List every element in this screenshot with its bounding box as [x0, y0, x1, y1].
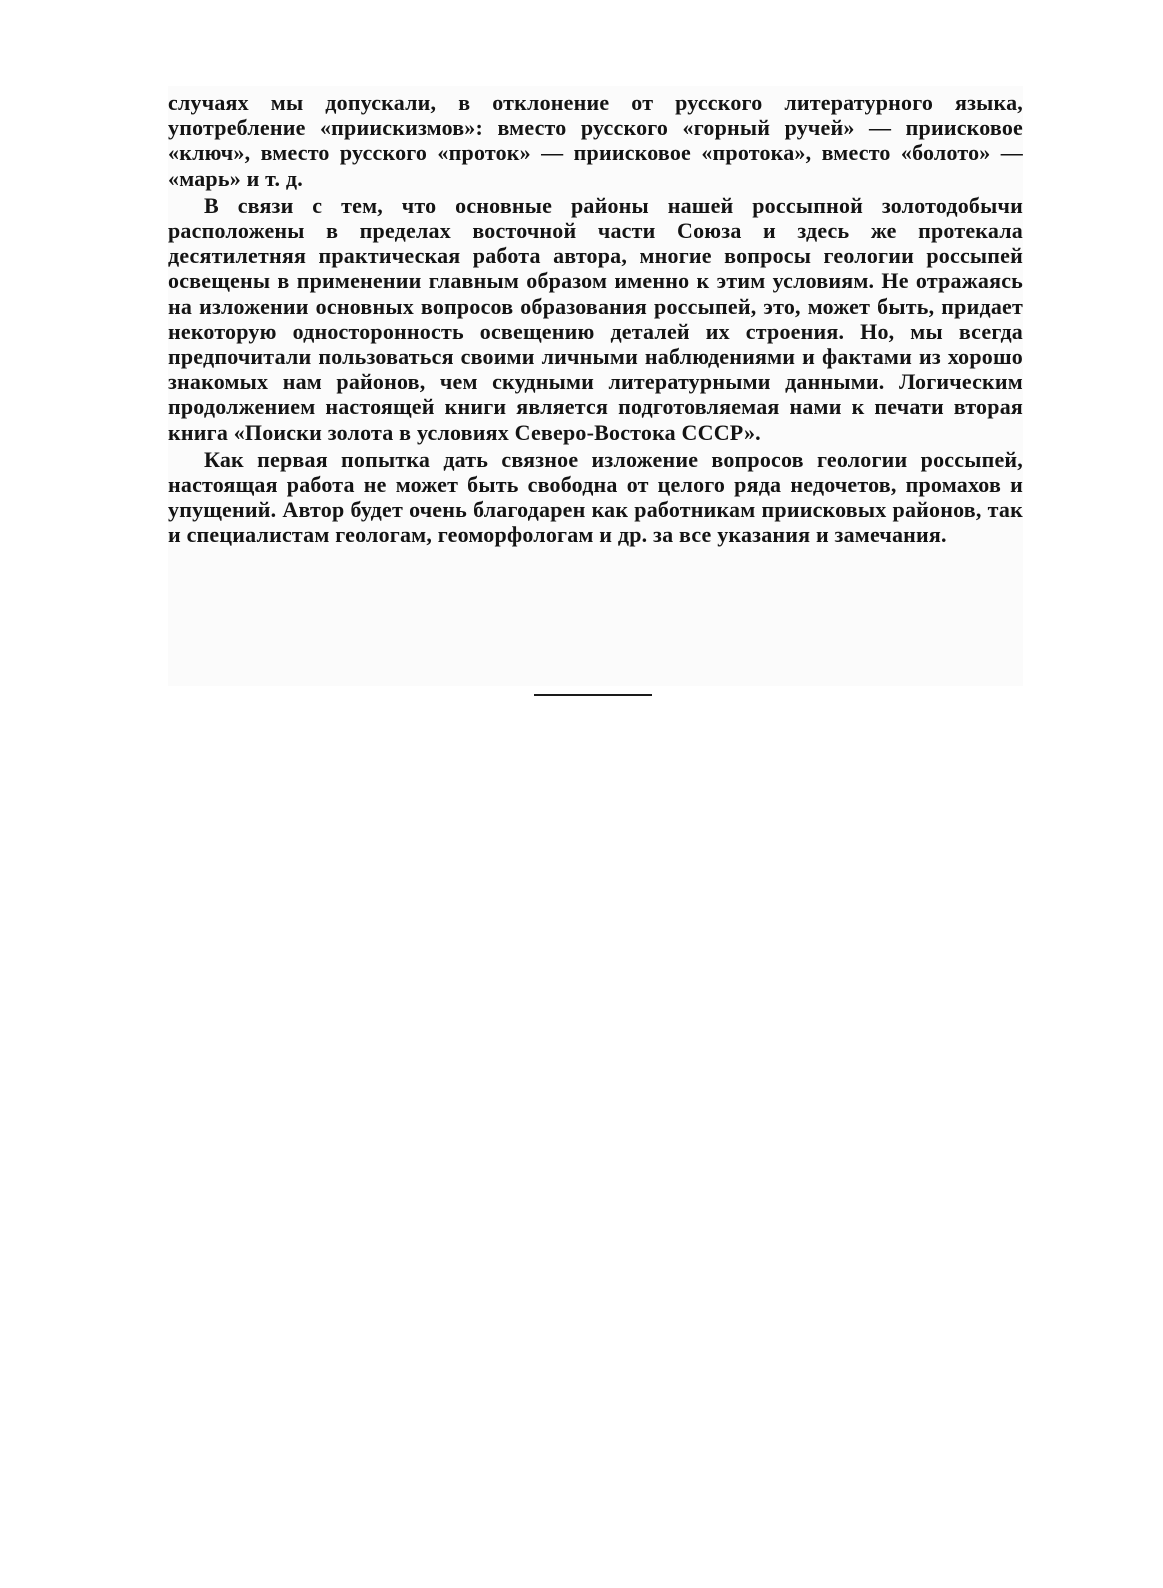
- text-block: [168, 86, 1023, 686]
- paragraph-continuation: случаях мы допускали, в отклонение от русского литературного языка, употребление «приискизмов»: вместо русского «горный ручей» — приисковое «ключ», вместо русского «проток» — приисковое «протока», вместо «болото» — «марь» и т. д.: [168, 90, 1023, 191]
- paragraph-regions: В связи с тем, что основные районы нашей россыпной золотодобычи расположены в пределах восточной части Союза и здесь же протекала десятилетняя практическая работа автора, многие вопросы геологии россыпей освещены в применении главным образом именно к этим условиям. Не отражаясь на изложении основных вопросов образования россыпей, это, может быть, придает некоторую односторонность освещению деталей их строения. Но, мы всегда предпочитали пользоваться своими личными наблюдениями и фактами из хорошо знакомых нам районов, чем скудными литературными данными. Логическим продолжением настоящей книги является подготовляемая нами к печати вторая книга «Поиски золота в условиях Северо-Востока СССР».: [168, 192, 1023, 445]
- paragraph-acknowledgement: Как первая попытка дать связное изложение вопросов геологии россыпей, настоящая работа не может быть свободна от целого ряда недочетов, промахов и упущений. Автор будет очень благодарен как работникам приисковых районов, так и специалистам геологам, геоморфологам и др. за все указания и замечания.: [168, 446, 1023, 548]
- section-end-rule: [534, 694, 652, 696]
